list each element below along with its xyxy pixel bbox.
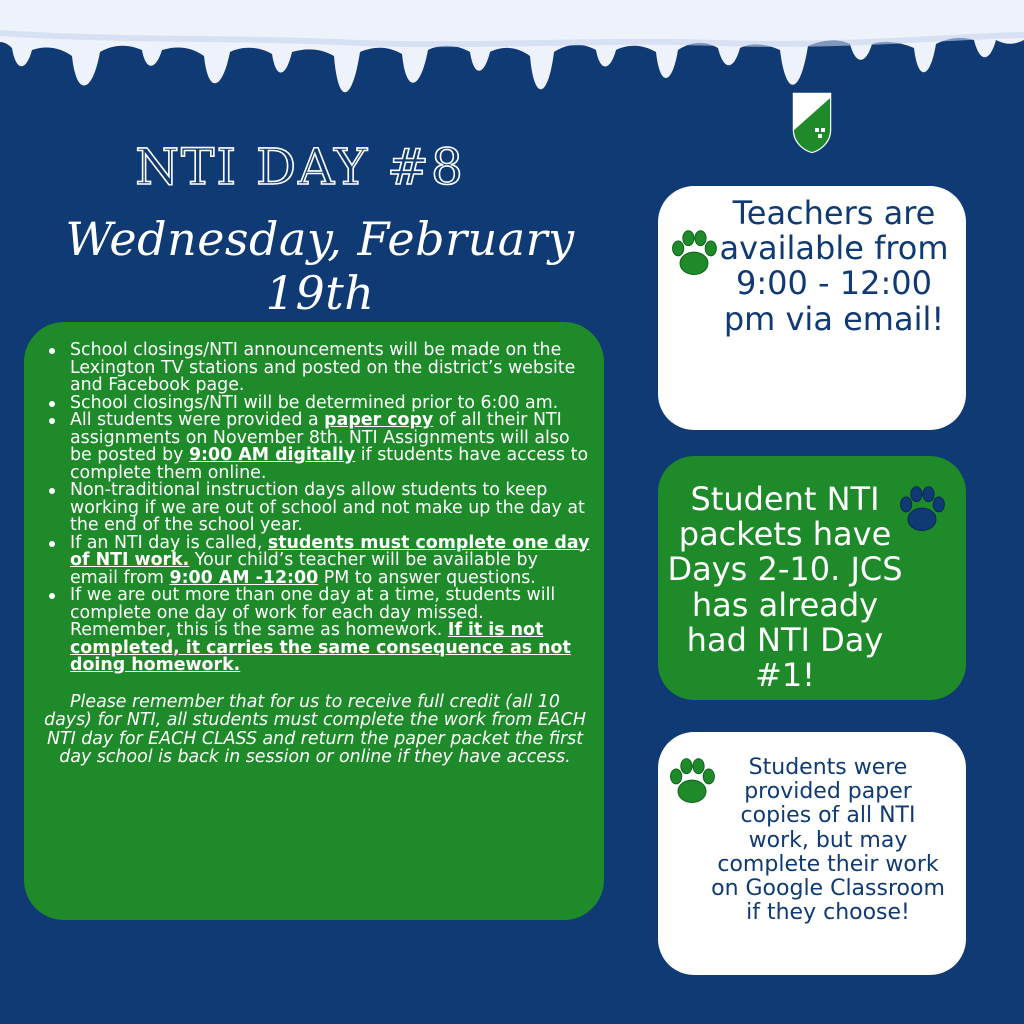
- bullet-text: All students were provided a: [70, 410, 325, 430]
- bullet-text: If we are out more than one day at a time, students will complete one day of work for each day missed. Remember, this is the same as homework.: [70, 585, 556, 640]
- date-subtitle: Wednesday, February 19th: [65, 212, 575, 320]
- paw-print-icon: [894, 482, 950, 538]
- bullet-highlight: students must complete one day of NTI work.: [70, 532, 590, 570]
- bullet-text: if students have access to complete them online.: [70, 445, 589, 483]
- nti-info-box: [24, 322, 604, 920]
- shield-logo-icon: [790, 90, 834, 156]
- bullet-highlight: If it is not completed, it carries the same consequence as not doing homework.: [70, 620, 571, 675]
- teachers-availability-box: [658, 186, 966, 430]
- bullet-item: [40, 482, 590, 535]
- bullet-item: [40, 532, 590, 588]
- page-title: NTI DAY #8: [135, 138, 465, 196]
- bullet-highlight: 9:00 AM digitally: [188, 445, 356, 465]
- teachers-availability-text: Teachers are available from 9:00 - 12:00 pm via email!: [719, 194, 949, 338]
- credit-note: Please remember that for us to receive full credit (all 10 days) for NTI, all students must complete the work from EACH NTI day for EACH CLASS and return the paper packet the first day school is back in session or online if they have access.: [44, 691, 586, 767]
- student-packets-box: [658, 456, 966, 700]
- student-packets-text: Student NTI packets have Days 2-10. JCS has already had NTI Day #1!: [667, 480, 903, 694]
- bullet-item: [40, 587, 590, 675]
- bullet-text: PM to answer questions.: [318, 567, 536, 588]
- bullet-item: [40, 412, 590, 482]
- paper-copies-text: Students were provided paper copies of all NTI work, but may complete their work on Google Classroom if they choose!: [711, 755, 945, 926]
- info-bullet-list: [40, 342, 590, 675]
- bullet-text: School closings/NTI will be determined prior to 6:00 am.: [70, 392, 559, 413]
- bullet-text: Non-traditional instruction days allow students to keep working if we are out of school and not make up the day at the end of the school year.: [70, 480, 585, 535]
- bullet-text: School closings/NTI announcements will be made on the Lexington TV stations and posted on the district’s website and Facebook page.: [70, 340, 576, 395]
- bullet-highlight: 9:00 AM -12:00: [169, 567, 319, 588]
- paper-copies-box: [658, 732, 966, 975]
- bullet-text: Your child’s teacher will be available by email from: [70, 550, 538, 588]
- bullet-highlight: paper copy: [324, 410, 434, 430]
- bullet-item: [40, 342, 590, 395]
- bullet-text: If an NTI day is called,: [70, 532, 268, 553]
- icicle-border: [0, 0, 1024, 120]
- bullet-text: of all their NTI assignments on November 8th. NTI Assignments will also be posted by: [70, 410, 570, 465]
